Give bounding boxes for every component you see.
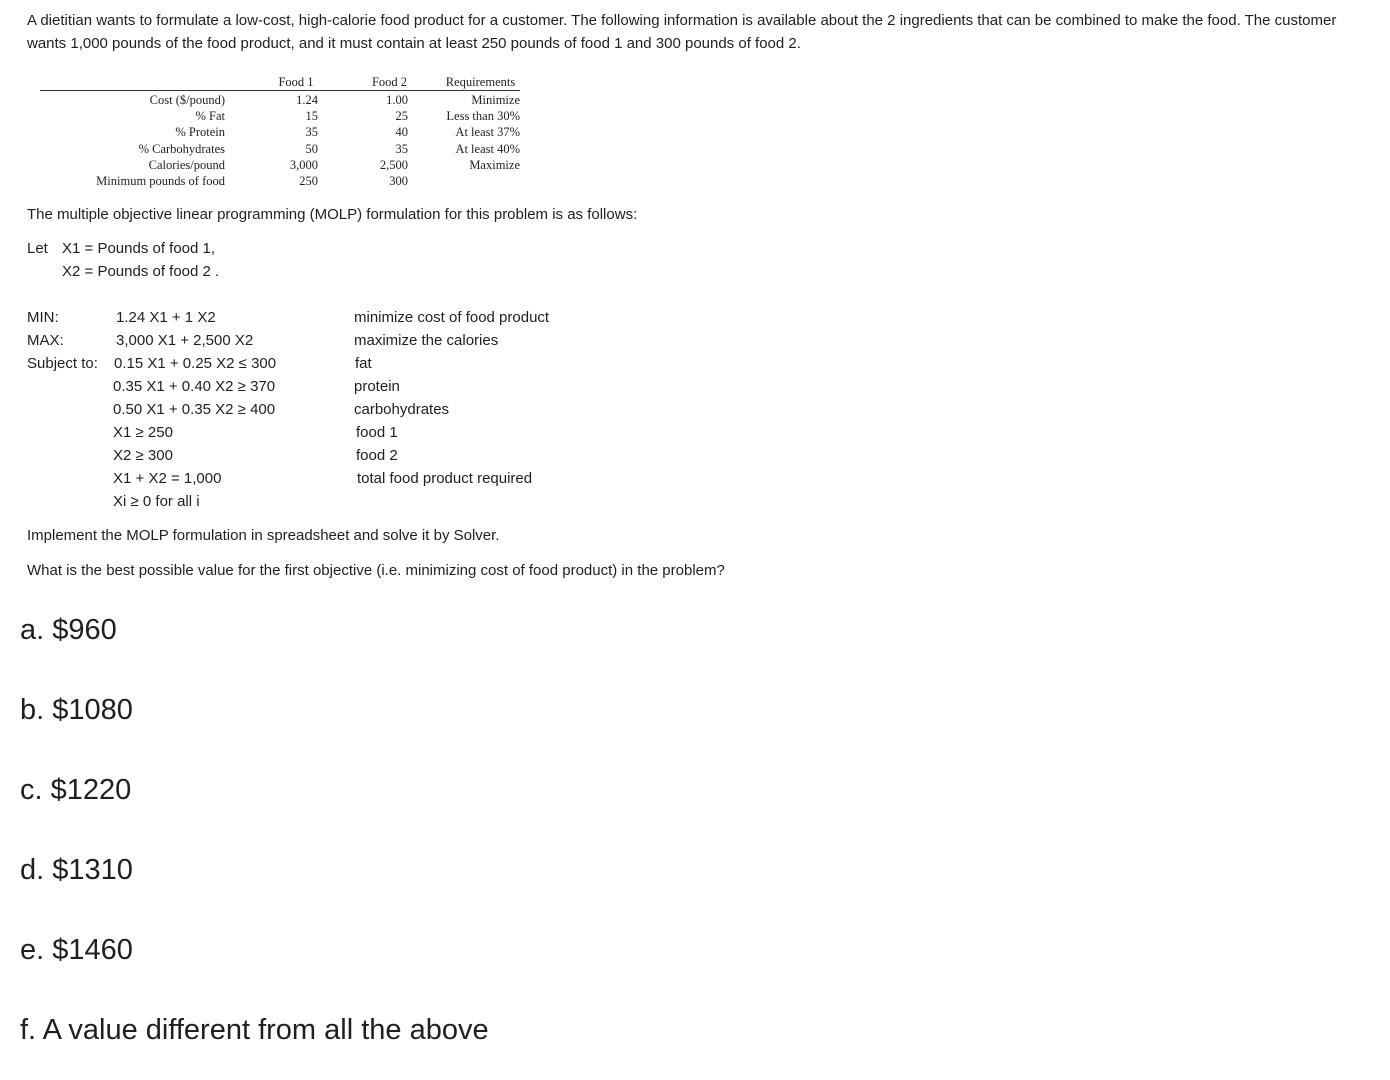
table-cell: At least 37% <box>455 125 520 140</box>
let-x2: X2 = Pounds of food 2 . <box>62 263 220 280</box>
let-x1: X1 = Pounds of food 1, <box>62 240 216 257</box>
max-expression: 3,000 X1 + 2,500 X2 <box>116 332 254 349</box>
table-cell: 3,000 <box>289 157 318 172</box>
subject-to-label: Subject to: <box>27 355 98 372</box>
food-1-values <box>268 92 318 189</box>
table-cell: 35 <box>305 125 318 140</box>
row-label: % Fat <box>195 109 225 124</box>
constraint-expression: Xi ≥ 0 for all i <box>113 493 200 510</box>
table-cell: At least 40% <box>455 141 520 156</box>
header-food-1: Food 1 <box>278 75 314 89</box>
constraint-expression: X1 + X2 = 1,000 <box>113 470 222 487</box>
constraint-description: food 1 <box>356 424 398 441</box>
table-cell: Maximize <box>469 157 520 172</box>
constraint-description: carbohydrates <box>354 401 450 418</box>
implement-instruction: Implement the MOLP formulation in spreadsheet and solve it by Solver. <box>27 527 500 544</box>
table-cell: 300 <box>389 173 408 188</box>
molp-intro: The multiple objective linear programming (MOLP) formulation for this problem is as follows: <box>27 206 638 223</box>
option-b[interactable]: b. $1080 <box>20 694 133 726</box>
min-label: MIN: <box>27 309 59 326</box>
header-requirements: Requirements <box>445 75 516 89</box>
option-d[interactable]: d. $1310 <box>20 854 133 886</box>
constraint-expression: X2 ≥ 300 <box>113 447 173 464</box>
row-label: Calories/pound <box>148 157 225 172</box>
constraint-expression: 0.35 X1 + 0.40 X2 ≥ 370 <box>113 378 276 395</box>
option-a[interactable]: a. $960 <box>20 614 117 646</box>
table-cell: 35 <box>395 141 408 156</box>
row-labels <box>40 92 225 189</box>
table-cell: 1.24 <box>296 93 318 107</box>
table-cell: Minimize <box>471 93 520 107</box>
table-cell: 250 <box>299 173 318 188</box>
table-cell: 1.00 <box>386 93 408 107</box>
table-rule <box>40 90 520 91</box>
table-cell: 2,500 <box>379 157 408 172</box>
constraint-expression: 0.15 X1 + 0.25 X2 ≤ 300 <box>114 355 277 372</box>
max-description: maximize the calories <box>354 332 499 349</box>
constraint-description: protein <box>354 378 400 395</box>
option-e[interactable]: e. $1460 <box>20 934 133 966</box>
option-f[interactable]: f. A value different from all the above <box>20 1014 489 1046</box>
constraint-description: fat <box>355 355 372 372</box>
question-text: What is the best possible value for the first objective (i.e. minimizing cost of food product) in the problem? <box>27 562 725 579</box>
let-word: Let <box>27 240 48 257</box>
constraint-expression: X1 ≥ 250 <box>113 424 173 441</box>
option-c[interactable]: c. $1220 <box>20 774 132 806</box>
table-cell: 15 <box>305 109 318 124</box>
constraint-description: total food product required <box>357 470 533 487</box>
table-cell: 25 <box>395 109 408 124</box>
table-cell: Less than 30% <box>446 109 520 124</box>
row-label: % Protein <box>175 125 225 140</box>
header-food-2: Food 2 <box>371 75 408 89</box>
row-label: % Carbohydrates <box>138 141 225 156</box>
row-label: Minimum pounds of food <box>96 173 225 188</box>
row-label: Cost ($/pound) <box>149 93 225 107</box>
problem-intro: A dietitian wants to formulate a low-cost, high-calorie food product for a customer. The following information is available about the 2 ingredients that can be combined to make the food. The customer wants 1,000 pounds of the food product, and it must contain at least 250 pounds of food 1 and 300 pounds of food 2. <box>27 12 1337 52</box>
table-cell: 40 <box>395 125 408 140</box>
constraint-expression: 0.50 X1 + 0.35 X2 ≥ 400 <box>113 401 276 418</box>
table-cell: 50 <box>305 141 318 156</box>
requirement-values <box>425 92 520 173</box>
min-expression: 1.24 X1 + 1 X2 <box>116 309 216 326</box>
max-label: MAX: <box>27 332 64 349</box>
constraint-description: food 2 <box>356 447 398 464</box>
food-2-values <box>358 92 408 189</box>
min-description: minimize cost of food product <box>354 309 550 326</box>
